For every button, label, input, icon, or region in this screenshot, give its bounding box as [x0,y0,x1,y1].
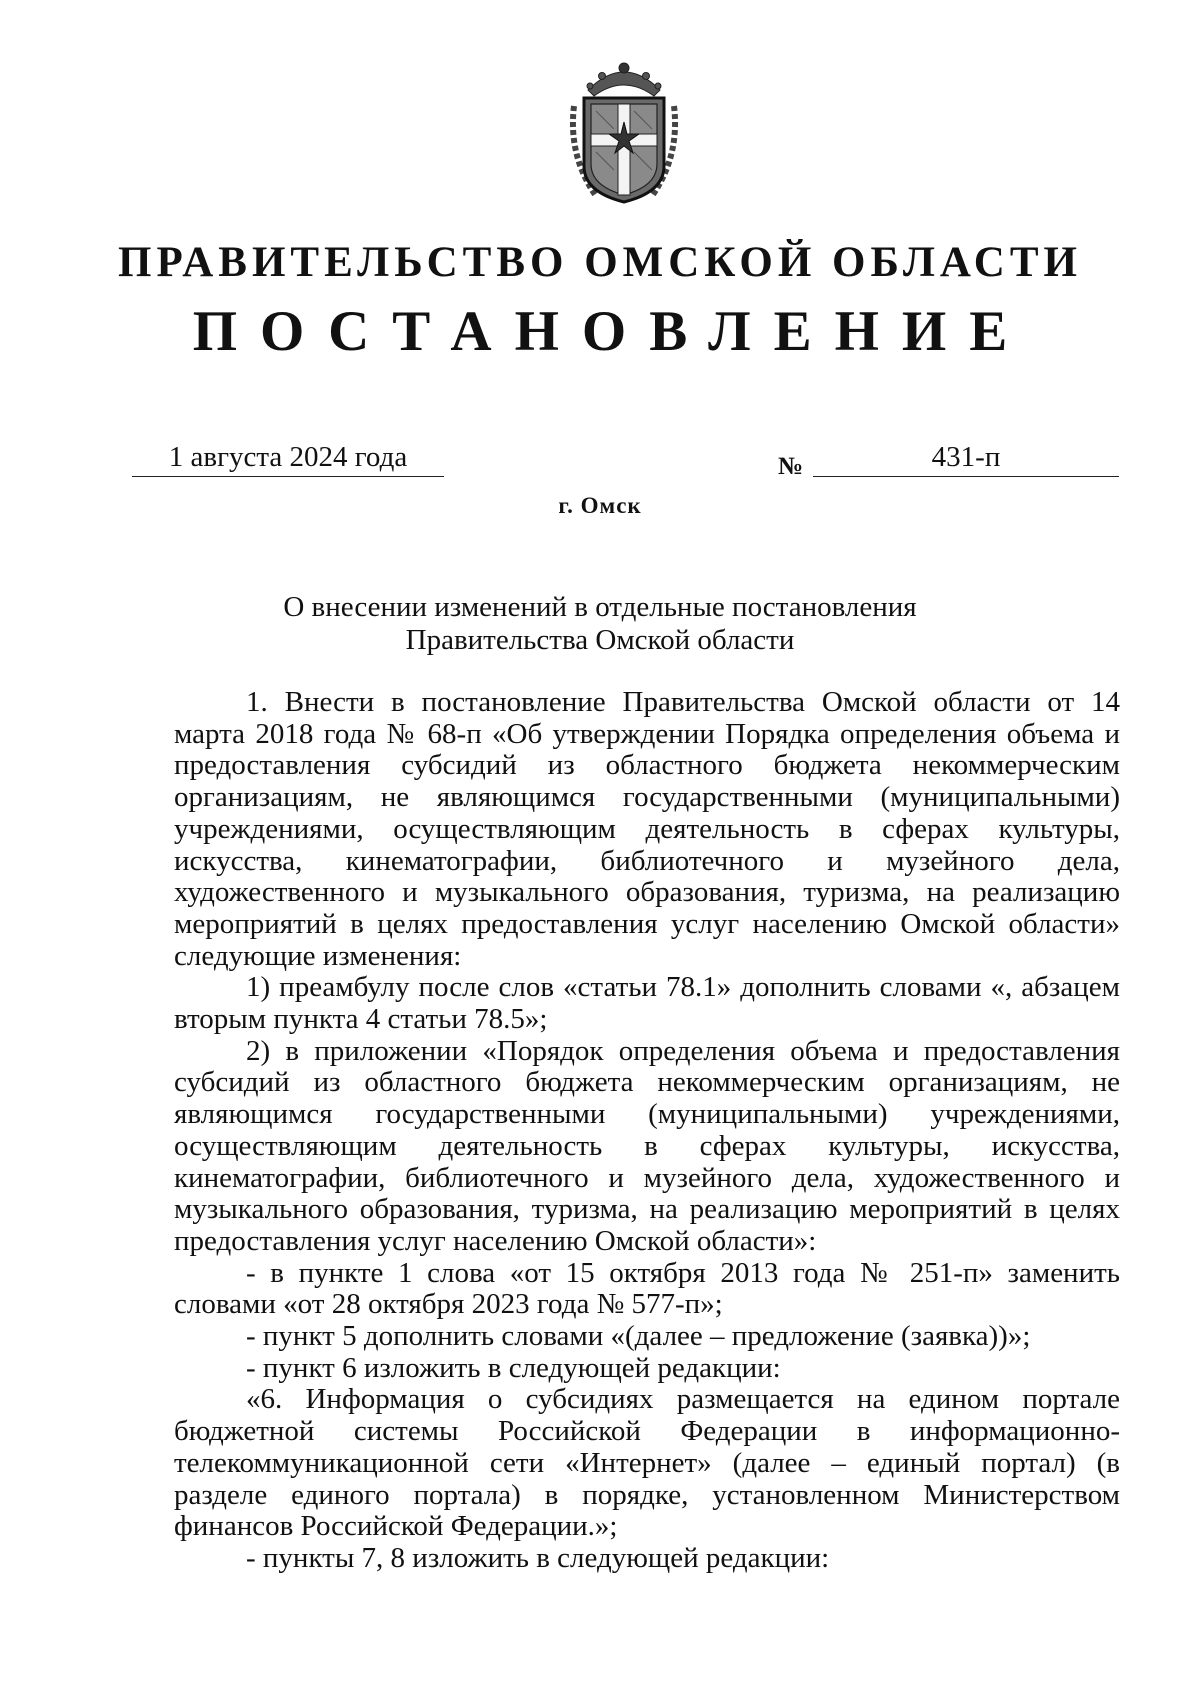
document-type: ПОСТАНОВЛЕНИЕ [192,300,1031,363]
document-number: 431-п [813,440,1119,477]
subject-line-1: О внесении изменений в отдельные постановления [283,591,917,623]
body-paragraph: 1. Внести в постановление Правительства Омской области от 14 марта 2018 года № 68-п «Об утверждении Порядка определения объема и предоставления субсидий из областного бюджета некоммерческим организациям, не являющимся государственными (муниципальными) учреждениями, осуществляющим деятельность в сферах культуры, искусства, кинематографии, библиотечного и музейного дела, художественного и музыкального образования, туризма, на реализацию мероприятий в целях предоставления услуг населению Омской области» следующие изменения: [174,686,1120,972]
body-paragraph: «6. Информация о субсидиях размещается на едином портале бюджетной системы Российской Федерации в информационно-телекоммуникационной сети «Интернет» (далее – единый портал) (в разделе единого портала) в порядке, установленном Министерством финансов Российской Федерации.»; [174,1383,1120,1543]
body-paragraph: - пункт 5 дополнить словами «(далее – предложение (заявка))»; [246,1320,1031,1353]
body-paragraph: - пункт 6 изложить в следующей редакции: [246,1351,781,1384]
government-name: ПРАВИТЕЛЬСТВО ОМСКОЙ ОБЛАСТИ [118,239,1082,286]
document-subject [150,591,1050,657]
body-paragraph: 2) в приложении «Порядок определения объема и предоставления субсидий из областного бюджета некоммерческим организациям, не являющимся государственными (муниципальными) учреждениями, осуществляющим деятельность в сферах культуры, искусства, кинематографии, библиотечного и музейного дела, художественного и музыкального образования, туризма, на реализацию мероприятий в целях предоставления услуг населению Омской области»: [174,1034,1120,1257]
coat-of-arms-icon [566,56,682,208]
document-city: г. Омск [558,493,642,518]
body-paragraph: - в пункте 1 слова «от 15 октября 2013 года № 251-п» заменить словами «от 28 октября 2023 года № 577-п»; [174,1256,1120,1321]
document-body [174,687,1120,1575]
body-paragraph: 1) преамбулу после слов «статьи 78.1» дополнить словами «, абзацем вторым пункта 4 статьи 78.5»; [174,971,1120,1036]
document-date: 1 августа 2024 года [132,440,444,477]
number-sign: № [778,453,804,480]
body-paragraph: - пункты 7, 8 изложить в следующей редакции: [246,1541,830,1574]
subject-line-2: Правительства Омской области [405,624,795,656]
